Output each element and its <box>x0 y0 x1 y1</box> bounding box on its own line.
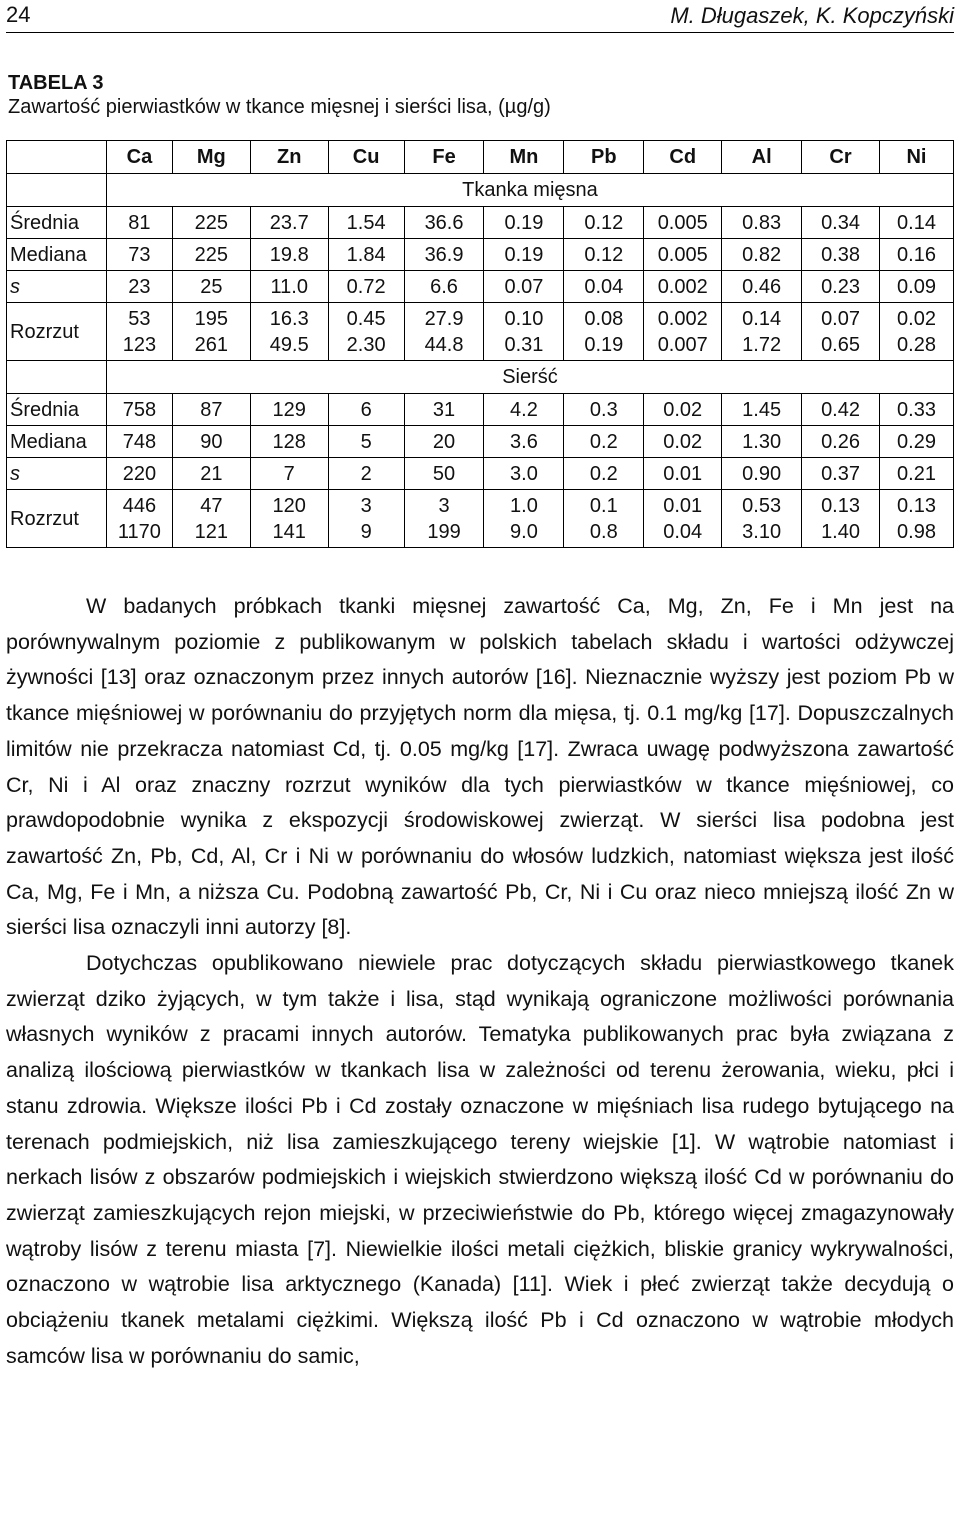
table-cell: 21 <box>172 458 250 490</box>
table-cell <box>404 303 484 361</box>
table-cell: 3.6 <box>484 426 564 458</box>
table-cell <box>879 490 953 548</box>
table-cell: 23.7 <box>250 207 328 239</box>
range-max: 1170 <box>117 520 161 543</box>
range-min: 0.07 <box>821 307 860 330</box>
table-cell <box>802 303 880 361</box>
table-row <box>7 394 954 426</box>
table-cell <box>879 303 953 361</box>
table-cell: 6.6 <box>404 271 484 303</box>
range-min: 47 <box>200 494 223 517</box>
range-max: 44.8 <box>424 333 464 356</box>
range-min: 3 <box>360 494 372 517</box>
table-cell <box>106 490 172 548</box>
range-max: 0.31 <box>504 333 544 356</box>
table-cell: 0.46 <box>722 271 802 303</box>
range-max: 141 <box>272 520 306 543</box>
column-header: Zn <box>250 141 328 174</box>
table-cell: 225 <box>172 239 250 271</box>
table-cell: 5 <box>328 426 404 458</box>
range-min: 195 <box>194 307 229 330</box>
range-min: 120 <box>272 494 306 517</box>
section-row <box>7 174 954 207</box>
table-cell: 6 <box>328 394 404 426</box>
table-cell: 1.54 <box>328 207 404 239</box>
table-cell: 748 <box>106 426 172 458</box>
range-min: 3 <box>438 494 450 517</box>
table-row <box>7 458 954 490</box>
table-cell: 225 <box>172 207 250 239</box>
table-cell: 0.2 <box>564 426 644 458</box>
range-max: 49.5 <box>269 333 309 356</box>
table-cell: 1.45 <box>722 394 802 426</box>
table-cell: 758 <box>106 394 172 426</box>
range-max: 0.65 <box>821 333 860 356</box>
table-cell: 0.90 <box>722 458 802 490</box>
table-cell: 0.72 <box>328 271 404 303</box>
column-header: Cr <box>802 141 880 174</box>
row-label: Średnia <box>7 207 107 239</box>
row-label: Średnia <box>7 394 107 426</box>
range-max: 0.04 <box>663 520 703 543</box>
table-cell <box>644 303 722 361</box>
range-min: 0.08 <box>584 307 624 330</box>
table-cell: 0.19 <box>484 239 564 271</box>
table-cell: 0.16 <box>879 239 953 271</box>
table-row <box>7 426 954 458</box>
table-cell: 0.12 <box>564 239 644 271</box>
table-cell <box>564 303 644 361</box>
table-cell: 0.02 <box>644 426 722 458</box>
table-title: TABELA 3 <box>8 72 104 94</box>
range-min: 0.14 <box>742 307 782 330</box>
table-cell: 0.34 <box>802 207 880 239</box>
table-cell: 2 <box>328 458 404 490</box>
range-min: 27.9 <box>424 307 464 330</box>
range-max: 1.40 <box>821 520 860 543</box>
table-cell <box>328 490 404 548</box>
table-cell: 25 <box>172 271 250 303</box>
table-cell <box>404 490 484 548</box>
range-max: 0.8 <box>589 520 618 543</box>
table-cell <box>722 490 802 548</box>
row-label: Mediana <box>7 426 107 458</box>
range-max: 9.0 <box>510 520 538 543</box>
table-cell: 0.26 <box>802 426 880 458</box>
section-empty-cell <box>7 174 107 207</box>
table-cell: 90 <box>172 426 250 458</box>
table-cell: 128 <box>250 426 328 458</box>
paragraph: W badanych próbkach tkanki mięsnej zawartość Ca, Mg, Zn, Fe i Mn jest na porównywalnym poziomie z publikowanym w polskich tabelach składu i wartości odżywczej żywności [13] oraz oznaczonym przez innych autorów [16]. Nieznacznie wyższy jest poziom Pb w tkance mięśniowej w porównaniu do przyjętych norm dla mięsa, tj. 0.1 mg/kg [17]. Dopuszczalnych limitów nie przekracza natomiast Cd, tj. 0.05 mg/kg [17]. Zwraca uwagę podwyższona zawartość Cr, Ni i Al oraz znaczny rozrzut wyników dla tych pierwiastków w tkance mięśniowej, co prawdopodobnie wynika z ekspozycji środowiskowej zwierząt. W sierści lisa podobna jest zawartość Zn, Pb, Cd, Al, Cr i Ni w porównaniu do włosów ludzkich, natomiast większa jest ilość Ca, Mg, Fe i Mn, a niższa Cu. Podobną zawartość Pb, Cr, Ni i Cu oraz nieco mniejszą ilość Zn w sierści lisa oznaczyli inni autorzy [8]. <box>6 594 954 940</box>
range-min: 0.45 <box>346 307 386 330</box>
table-cell: 1.30 <box>722 426 802 458</box>
section-title: Tkanka mięsna <box>106 174 953 207</box>
table-cell: 87 <box>172 394 250 426</box>
range-max: 199 <box>427 520 461 543</box>
running-authors: M. Długaszek, K. Kopczyński <box>670 3 954 28</box>
range-max: 0.28 <box>897 333 936 356</box>
column-header: Cu <box>328 141 404 174</box>
row-label: s <box>7 271 107 303</box>
page-number: 24 <box>6 2 31 27</box>
table-cell: 7 <box>250 458 328 490</box>
range-max: 2.30 <box>346 333 386 356</box>
table-row <box>7 271 954 303</box>
range-min: 0.53 <box>742 494 782 517</box>
table-cell: 0.09 <box>879 271 953 303</box>
range-min: 446 <box>122 494 157 517</box>
range-max: 3.10 <box>742 520 782 543</box>
column-header: Cd <box>644 141 722 174</box>
range-min: 0.13 <box>897 494 936 517</box>
range-min: 0.1 <box>589 494 618 517</box>
table-cell: 50 <box>404 458 484 490</box>
range-min: 1.0 <box>510 494 538 517</box>
range-max: 1.72 <box>742 333 782 356</box>
table-cell: 1.84 <box>328 239 404 271</box>
section-empty-cell <box>7 361 107 394</box>
table-cell: 0.3 <box>564 394 644 426</box>
column-header: Fe <box>404 141 484 174</box>
table-cell: 0.005 <box>644 207 722 239</box>
table-cell: 0.29 <box>879 426 953 458</box>
section-title: Sierść <box>106 361 953 394</box>
range-max: 121 <box>194 520 229 543</box>
table-cell <box>172 303 250 361</box>
table-cell <box>802 490 880 548</box>
table-cell: 0.23 <box>802 271 880 303</box>
table-cell <box>484 303 564 361</box>
table-row <box>7 239 954 271</box>
table-cell: 0.19 <box>484 207 564 239</box>
table-cell: 11.0 <box>250 271 328 303</box>
range-max: 0.007 <box>657 333 708 356</box>
range-min: 0.01 <box>663 494 703 517</box>
range-min: 0.002 <box>657 307 708 330</box>
table-cell: 36.9 <box>404 239 484 271</box>
column-header: Ca <box>106 141 172 174</box>
table-cell: 129 <box>250 394 328 426</box>
table-cell: 3.0 <box>484 458 564 490</box>
table-cell: 0.37 <box>802 458 880 490</box>
table-cell: 0.12 <box>564 207 644 239</box>
column-header: Mn <box>484 141 564 174</box>
range-min: 53 <box>128 307 151 330</box>
header-empty-cell <box>7 141 107 174</box>
table-cell: 19.8 <box>250 239 328 271</box>
section-row <box>7 361 954 394</box>
row-label: Rozrzut <box>7 303 107 361</box>
range-max: 261 <box>194 333 229 356</box>
table-cell: 220 <box>106 458 172 490</box>
table-row <box>7 207 954 239</box>
table-cell: 0.2 <box>564 458 644 490</box>
table-cell <box>172 490 250 548</box>
range-min: 16.3 <box>269 307 309 330</box>
table-row <box>7 303 954 361</box>
table-cell: 0.42 <box>802 394 880 426</box>
element-content-table <box>6 140 954 548</box>
table-cell: 0.14 <box>879 207 953 239</box>
table-cell: 0.01 <box>644 458 722 490</box>
table-cell <box>722 303 802 361</box>
range-max: 123 <box>122 333 157 356</box>
row-label: Mediana <box>7 239 107 271</box>
table-cell <box>250 303 328 361</box>
table-cell: 81 <box>106 207 172 239</box>
range-min: 0.02 <box>897 307 936 330</box>
row-label: s <box>7 458 107 490</box>
column-header: Al <box>722 141 802 174</box>
table-cell: 0.02 <box>644 394 722 426</box>
column-header: Pb <box>564 141 644 174</box>
table-cell: 20 <box>404 426 484 458</box>
paragraph: Dotychczas opublikowano niewiele prac dotyczących składu pierwiastkowego tkanek zwierząt dziko żyjących, w tym także i lisa, stąd wynikają ograniczone możliwości porównania własnych wyników z pracami innych autorów. Tematyka publikowanych prac była związana z analizą ilościową pierwiastków w tkankach lisa w zależności od terenu żerowania, wieku, płci i stanu zdrowia. Większe ilości Pb i Cd zostały oznaczone w mięśniach lisa rudego bytującego na terenach podmiejskich, niż lisa zamieszkującego tereny wiejskie [1]. W wątrobie natomiast i nerkach lisów z obszarów podmiejskich i wiejskich stwierdzono większą ilość Cd w porównaniu do zwierząt zamieszkujących rejon miejski, w przeciwieństwie do Pb, którego więcej zmagazynowały wątroby lisów z terenu miasta [7]. Niewielkie ilości metali ciężkich, bliskie granicy wykrywalności, oznaczono w wątrobie lisa arktycznego (Kanada) [11]. Wiek i płeć zwierząt także decydują o obciążeniu tkanek metalami ciężkimi. Większą ilość Pb i Cd oznaczono w wątrobie młodych samców lisa w porównaniu do samic, <box>6 951 954 1368</box>
table-cell <box>564 490 644 548</box>
table-cell: 0.82 <box>722 239 802 271</box>
table-cell: 0.07 <box>484 271 564 303</box>
range-max: 0.19 <box>584 333 624 356</box>
range-max: 0.98 <box>897 520 936 543</box>
table-cell: 0.83 <box>722 207 802 239</box>
table-cell: 23 <box>106 271 172 303</box>
table-cell <box>484 490 564 548</box>
table-cell: 31 <box>404 394 484 426</box>
table-subtitle: Zawartość pierwiastków w tkance mięsnej i sierści lisa, (µg/g) <box>8 96 551 118</box>
table-cell: 36.6 <box>404 207 484 239</box>
row-label: Rozrzut <box>7 490 107 548</box>
table-row <box>7 490 954 548</box>
table-header-row <box>7 141 954 174</box>
body-text <box>6 589 954 1374</box>
table-cell: 73 <box>106 239 172 271</box>
table-cell: 0.21 <box>879 458 953 490</box>
table-cell: 0.33 <box>879 394 953 426</box>
column-header: Ni <box>879 141 953 174</box>
range-max: 9 <box>360 520 372 543</box>
table-cell: 0.38 <box>802 239 880 271</box>
table-cell: 0.04 <box>564 271 644 303</box>
table-cell <box>328 303 404 361</box>
table-cell: 4.2 <box>484 394 564 426</box>
table-cell <box>250 490 328 548</box>
table-cell <box>644 490 722 548</box>
running-header <box>6 0 954 33</box>
table-cell: 0.002 <box>644 271 722 303</box>
column-header: Mg <box>172 141 250 174</box>
table-cell <box>106 303 172 361</box>
range-min: 0.10 <box>504 307 544 330</box>
table-cell: 0.005 <box>644 239 722 271</box>
range-min: 0.13 <box>821 494 860 517</box>
